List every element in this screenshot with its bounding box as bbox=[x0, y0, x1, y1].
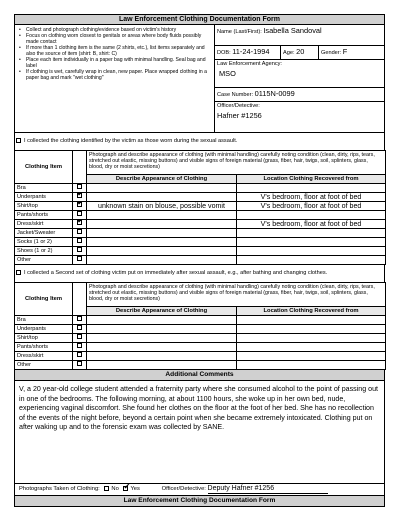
second-clothing-table bbox=[14, 282, 386, 370]
clothing-description-field[interactable] bbox=[87, 211, 237, 220]
clothing-item-checkbox[interactable] bbox=[77, 343, 82, 348]
clothing-description-field[interactable] bbox=[87, 334, 237, 343]
photos-label: Photographs Taken of Clothing: bbox=[19, 486, 100, 492]
checkbox-cell bbox=[73, 229, 87, 238]
dob-label: DOB: bbox=[217, 50, 231, 56]
clothing-description-field[interactable] bbox=[87, 352, 237, 361]
victim-info bbox=[215, 25, 384, 132]
dob-row bbox=[215, 46, 384, 60]
checkbox-cell bbox=[73, 220, 87, 229]
clothing-item-checkbox[interactable] bbox=[77, 361, 82, 366]
location-column-header: Location Clothing Recovered from bbox=[237, 307, 386, 316]
clothing-row bbox=[15, 247, 386, 256]
name-field[interactable]: Isabella Sandoval bbox=[263, 26, 322, 35]
clothing-item-label: Dress/skirt bbox=[15, 352, 73, 361]
agency-label: Law Enforcement Agency: bbox=[217, 61, 282, 67]
photos-no-label: No bbox=[111, 486, 119, 492]
instruction-item: • Place each item individually in a paper bag with minimal handling. Seal bag and label bbox=[18, 57, 211, 69]
clothing-row bbox=[15, 220, 386, 229]
clothing-location-field[interactable]: V's bedroom, floor at foot of bed bbox=[237, 220, 386, 229]
case-row bbox=[215, 88, 384, 102]
clothing-description-field[interactable] bbox=[87, 184, 237, 193]
clothing-description-field[interactable] bbox=[87, 325, 237, 334]
name-label: Name (Last/First): bbox=[217, 29, 262, 35]
checkbox-cell bbox=[73, 352, 87, 361]
clothing-location-field[interactable] bbox=[237, 361, 386, 370]
photos-officer-label: Officer/Detective: bbox=[161, 486, 206, 492]
clothing-row bbox=[15, 334, 386, 343]
age-field[interactable]: 20 bbox=[296, 47, 305, 56]
name-row bbox=[215, 25, 384, 46]
clothing-row bbox=[15, 184, 386, 193]
checkbox-cell bbox=[73, 361, 87, 370]
clothing-item-checkbox[interactable] bbox=[77, 325, 82, 330]
clothing-location-field[interactable] bbox=[237, 325, 386, 334]
clothing-item-label: Underpants bbox=[15, 193, 73, 202]
checkbox-cell bbox=[73, 343, 87, 352]
clothing-item-checkbox[interactable] bbox=[77, 238, 82, 243]
clothing-item-label: Bra bbox=[15, 316, 73, 325]
photos-no-checkbox[interactable] bbox=[104, 486, 109, 491]
checkbox-cell bbox=[73, 256, 87, 265]
second-set-statement bbox=[14, 265, 385, 282]
clothing-location-field[interactable] bbox=[237, 229, 386, 238]
describe-column-header: Describe Appearance of Clothing bbox=[87, 307, 237, 316]
checkbox-cell bbox=[73, 211, 87, 220]
clothing-item-checkbox[interactable] bbox=[77, 247, 82, 252]
clothing-location-field[interactable]: V's bedroom, floor at foot of bed bbox=[237, 202, 386, 211]
instruction-item: • Focus on clothing worn closest to genitals or areas where body fluids possibly made contact bbox=[18, 33, 211, 45]
officer-row bbox=[215, 102, 384, 131]
officer-signature[interactable]: Deputy Hafner #1256 bbox=[208, 485, 328, 494]
clothing-location-field[interactable] bbox=[237, 316, 386, 325]
clothing-item-label: Shirt/top bbox=[15, 334, 73, 343]
instruction-item: • If clothing is wet, carefully wrap in clean, new paper. Place wrapped clothing in a paper bag and mark "wet clothing" bbox=[18, 69, 211, 81]
clothing-row bbox=[15, 193, 386, 202]
clothing-item-label: Socks (1 or 2) bbox=[15, 238, 73, 247]
photos-yes-checkbox[interactable]: ✔ bbox=[123, 481, 131, 491]
clothing-item-checkbox[interactable] bbox=[77, 352, 82, 357]
clothing-description-field[interactable] bbox=[87, 238, 237, 247]
clothing-location-field[interactable] bbox=[237, 238, 386, 247]
clothing-item-checkbox[interactable] bbox=[77, 193, 82, 198]
clothing-item-checkbox[interactable] bbox=[77, 220, 82, 225]
describe-column-header: Describe Appearance of Clothing bbox=[87, 175, 237, 184]
clothing-location-field[interactable]: V's bedroom, floor at foot of bed bbox=[237, 193, 386, 202]
clothing-row bbox=[15, 361, 386, 370]
clothing-location-field[interactable] bbox=[237, 211, 386, 220]
clothing-description-field[interactable] bbox=[87, 247, 237, 256]
clothing-item-label: Pants/shorts bbox=[15, 343, 73, 352]
clothing-row bbox=[15, 352, 386, 361]
clothing-item-label: Pants/shorts bbox=[15, 211, 73, 220]
dob-field[interactable]: 11-24-1994 bbox=[232, 47, 270, 56]
clothing-row bbox=[15, 202, 386, 211]
clothing-description-field[interactable] bbox=[87, 256, 237, 265]
header-section bbox=[14, 25, 385, 133]
clothing-description-field[interactable] bbox=[87, 343, 237, 352]
clothing-row bbox=[15, 238, 386, 247]
clothing-item-label: Other bbox=[15, 256, 73, 265]
first-set-statement bbox=[14, 133, 385, 150]
clothing-description-field[interactable] bbox=[87, 361, 237, 370]
checkbox-cell bbox=[73, 184, 87, 193]
clothing-item-checkbox[interactable] bbox=[77, 229, 82, 234]
clothing-description-field[interactable] bbox=[87, 229, 237, 238]
clothing-item-label: Shoes (1 or 2) bbox=[15, 247, 73, 256]
photos-yes-label: Yes bbox=[130, 486, 140, 492]
clothing-row bbox=[15, 316, 386, 325]
photo-instructions: Photograph and describe appearance of clothing (with minimal handling) carefully noting condition (clean, dirty, rips, tears, stretched out elastic, missing buttons) and visible signs of foreign material (grass, fiber, hair, twigs, soil, splinters, glass, blood, dry or moist secretions) bbox=[87, 283, 386, 307]
form-title: Law Enforcement Clothing Documentation Form bbox=[14, 14, 385, 25]
checkbox-cell bbox=[73, 316, 87, 325]
first-set-checkbox[interactable] bbox=[16, 138, 21, 143]
clothing-description-field[interactable] bbox=[87, 316, 237, 325]
clothing-location-field[interactable] bbox=[237, 334, 386, 343]
checkbox-cell bbox=[73, 238, 87, 247]
item-column-header: Clothing Item bbox=[15, 283, 73, 316]
checkbox-cell bbox=[73, 247, 87, 256]
clothing-item-checkbox[interactable] bbox=[77, 316, 82, 321]
clothing-item-checkbox[interactable] bbox=[77, 202, 82, 207]
instruction-item: • If more than 1 clothing item is the same (2 shirts, etc.), list items separately and also the source of item (shirt: B, shirt: C) bbox=[18, 45, 211, 57]
footer-title: Law Enforcement Clothing Documentation Form bbox=[14, 496, 385, 507]
gender-label: Gender: bbox=[321, 50, 342, 56]
second-set-checkbox[interactable] bbox=[16, 270, 21, 275]
clothing-location-field[interactable] bbox=[237, 352, 386, 361]
clothing-item-label: Bra bbox=[15, 184, 73, 193]
checkbox-cell bbox=[73, 202, 87, 211]
clothing-item-checkbox[interactable] bbox=[77, 184, 82, 189]
checkbox-cell bbox=[73, 325, 87, 334]
clothing-row bbox=[15, 211, 386, 220]
photo-instructions: Photograph and describe appearance of clothing (with minimal handling) carefully noting condition (clean, dirty, rips, tears, stretched out elastic, missing buttons) and visible signs of foreign material (grass, fiber, hair, twigs, soil, splinters, glass, blood, dry or moist secretions) bbox=[87, 151, 386, 175]
instructions bbox=[15, 25, 215, 132]
clothing-row bbox=[15, 229, 386, 238]
clothing-item-checkbox[interactable] bbox=[77, 211, 82, 216]
officer-field[interactable]: Hafner #1256 bbox=[217, 111, 262, 120]
comments-header: Additional Comments bbox=[14, 370, 385, 381]
clothing-item-label: Jacket/Sweater bbox=[15, 229, 73, 238]
clothing-location-field[interactable] bbox=[237, 256, 386, 265]
instruction-item: • Collect and photograph clothing/evidence based on victim's history bbox=[18, 27, 211, 33]
first-clothing-table bbox=[14, 150, 386, 265]
clothing-item-label: Other bbox=[15, 361, 73, 370]
clothing-row bbox=[15, 256, 386, 265]
clothing-location-field[interactable] bbox=[237, 343, 386, 352]
item-column-header: Clothing Item bbox=[15, 151, 73, 184]
clothing-form bbox=[14, 14, 385, 507]
clothing-item-label: Dress/skirt bbox=[15, 220, 73, 229]
clothing-description-field[interactable] bbox=[87, 220, 237, 229]
clothing-item-label: Shirt/top bbox=[15, 202, 73, 211]
second-set-label: I collected a Second set of clothing victim put on immediately after sexual assault, e.g., after bathing and changing clothes. bbox=[24, 270, 328, 276]
case-field[interactable]: 0115N-0099 bbox=[254, 89, 295, 98]
officer-label: Officer/Detective: bbox=[217, 103, 260, 109]
checkbox-cell bbox=[73, 334, 87, 343]
age-label: Age: bbox=[283, 50, 295, 56]
clothing-location-field[interactable] bbox=[237, 184, 386, 193]
checkbox-cell bbox=[73, 193, 87, 202]
location-column-header: Location Clothing Recovered from bbox=[237, 175, 386, 184]
clothing-description-field[interactable] bbox=[87, 193, 237, 202]
comments-text[interactable]: V, a 20 year-old college student attended a fraternity party where she consumed alcohol to the point of passing out in one of the bedrooms. The following morning, at about 1100 hours, she woke up in her own bed, nude, experiencing vaginal discomfort. She found her clothes on the floor at the foot of her bed. She has no recollection of the events of the night before, beyond a certain point when she became extremely intoxicated. Clothing put on after waking up and to the forensic exam was collected by SANE. bbox=[14, 381, 385, 484]
first-set-label: I collected the clothing identified by the victim as those worn during the sexual assault. bbox=[24, 138, 238, 144]
agency-row bbox=[215, 60, 384, 88]
clothing-item-checkbox[interactable] bbox=[77, 256, 82, 261]
clothing-item-label: Underpants bbox=[15, 325, 73, 334]
clothing-row bbox=[15, 343, 386, 352]
clothing-item-checkbox[interactable] bbox=[77, 334, 82, 339]
clothing-row bbox=[15, 325, 386, 334]
agency-field[interactable]: MSO bbox=[219, 69, 236, 78]
clothing-description-field[interactable]: unknown stain on blouse, possible vomit bbox=[87, 202, 237, 211]
gender-field[interactable]: F bbox=[342, 47, 348, 56]
photos-row bbox=[14, 481, 385, 496]
case-label: Case Number: bbox=[217, 92, 254, 98]
clothing-location-field[interactable] bbox=[237, 247, 386, 256]
